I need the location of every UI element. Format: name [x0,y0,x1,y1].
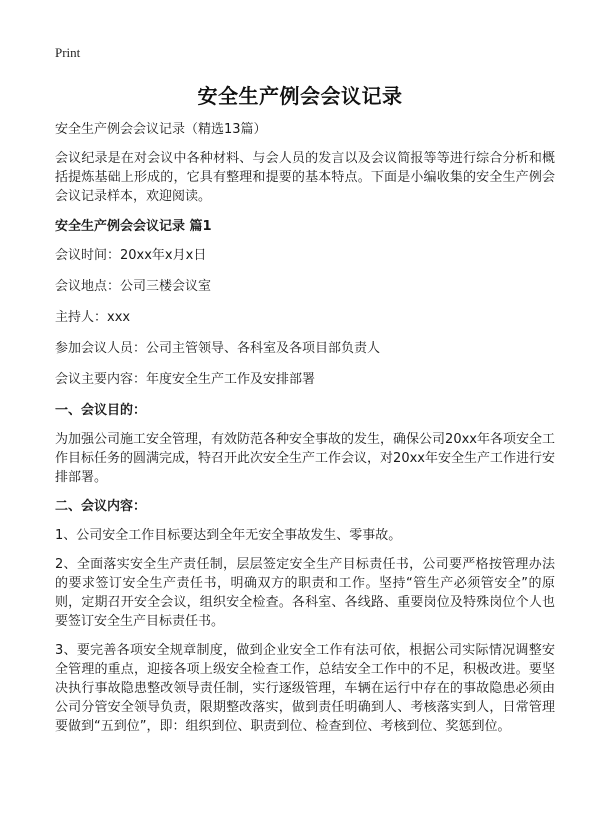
meeting-place: 会议地点：公司三楼会议室 [55,279,212,294]
intro-paragraph: 会议纪录是在对会议中各种材料、与会人员的发言以及会议简报等等进行综合分析和概括提炼基础上形成的，它具有整理和提要的基本特点。下面是小编收集的安全生产例会会议记录样本，欢迎阅读。 [55,151,555,204]
meeting-host: 主持人：xxx [55,310,131,325]
heading-content: 二、会议内容： [55,499,147,514]
meeting-main-content: 会议主要内容：年度安全生产工作及安排部署 [55,372,316,387]
document-subtitle: 安全生产例会会议记录（精选13篇） [55,122,267,137]
print-link[interactable]: Print [55,45,81,60]
heading-purpose: 一、会议目的： [55,403,147,418]
page-title: 安全生产例会会议记录 [197,84,403,108]
meeting-attendees: 参加会议人员：公司主管领导、各科室及各项目部负责人 [55,341,381,356]
meeting-time: 会议时间：20xx年x月x日 [55,248,207,263]
document-body [55,120,555,746]
section-title: 安全生产例会会议记录 篇1 [55,219,212,234]
content-item-3: 3、要完善各项安全规章制度，做到企业安全工作有法可依，根据公司实际情况调整安全管理的重点，迎接各项上级安全检查工作，总结安全工作中的不足，积极改进。要坚决执行事故隐患整改领导责任制，实行逐级管理，车辆在运行中存在的事故隐患必须由公司分管安全领导负责，限期整改落实，做到责任明确到人、考核落实到人，日常管理要做到“五到位”，即：组织到位、职责到位、检查到位、考核到位、奖惩到位。 [55,643,555,734]
content-item-1: 1、公司安全工作目标要达到全年无安全事故发生、零事故。 [55,528,402,543]
purpose-paragraph: 为加强公司施工安全管理，有效防范各种安全事故的发生，确保公司20xx年各项安全工作目标任务的圆满完成，特召开此次安全生产工作会议，对20xx年安全生产工作进行安排部署。 [55,432,555,485]
content-item-2: 2、全面落实安全生产责任制，层层签定安全生产目标责任书，公司要严格按管理办法的要求签订安全生产责任书，明确双方的职责和工作。坚持“管生产必须管安全”的原则，定期召开安全会议，组织安全检查。各科室、各线路、重要岗位及特殊岗位个人也要签订安全生产目标责任书。 [55,557,555,629]
